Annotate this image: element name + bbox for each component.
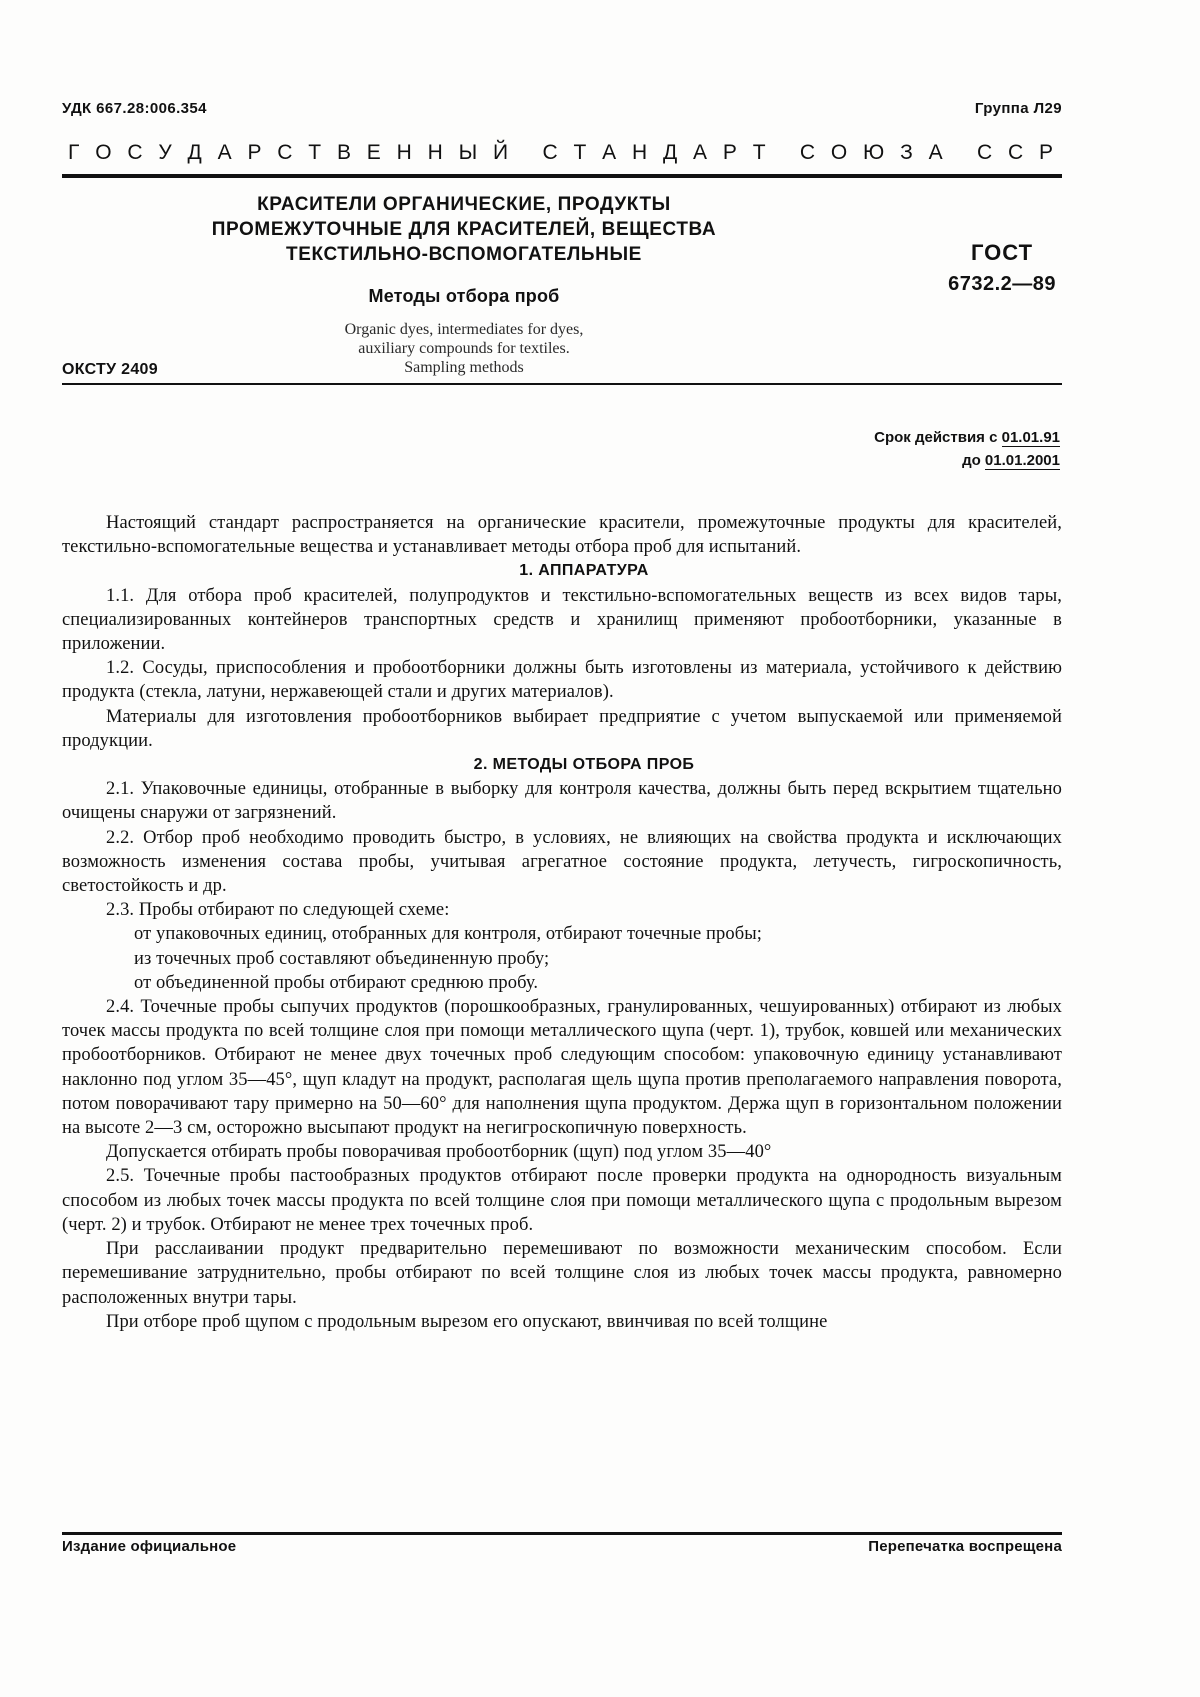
document-subtitle: Методы отбора проб <box>368 286 560 306</box>
validity-to-date: 01.01.2001 <box>984 452 1060 469</box>
document-title-english <box>114 320 814 377</box>
state-standard-banner <box>62 141 1062 165</box>
validity-from-date: 01.01.91 <box>1001 429 1060 446</box>
footer-reprint-note: Перепечатка воспрещена <box>868 1538 1062 1555</box>
english-title-line-2: auxiliary compounds for textiles. <box>358 340 570 357</box>
paragraph-2-1: 2.1. Упаковочные единицы, отобранные в выборку для контроля качества, должны быть перед вскрытием тщательно очищены снаружи от загрязнений. <box>62 779 1062 824</box>
document-body <box>62 511 1062 1334</box>
paragraph-1-2b: Материалы для изготовления пробоотборников выбирает предприятие с учетом выпускаемой или применяемой продукции. <box>62 706 1062 751</box>
document-title-line-3: ТЕКСТИЛЬНО-ВСПОМОГАТЕЛЬНЫЕ <box>286 244 642 265</box>
group-code: Группа Л29 <box>974 100 1062 117</box>
validity-block <box>62 427 1062 471</box>
header-meta-row <box>62 100 1062 117</box>
paragraph-2-3-item-c: от объединенной пробы отбирают среднюю пробу. <box>134 972 539 993</box>
banner-word-ssr: С С Р <box>976 141 1058 164</box>
gost-label: ГОСТ <box>971 240 1034 265</box>
document-title <box>114 192 814 267</box>
section-heading-2: 2. МЕТОДЫ ОТБОРА ПРОБ <box>473 756 695 774</box>
paragraph-2-4b: Допускается отбирать пробы поворачивая пробоотборник (щуп) под углом 35—40° <box>106 1142 772 1163</box>
document-sheet <box>62 100 1062 1334</box>
udk-code: УДК 667.28:006.354 <box>62 100 207 117</box>
okstu-code: ОКСТУ 2409 <box>62 361 158 378</box>
footer-rule <box>62 1532 1062 1535</box>
validity-from-label: Срок действия с <box>874 429 998 446</box>
banner-word-standart: С Т А Н Д А Р Т <box>542 141 771 164</box>
paragraph-2-3: 2.3. Пробы отбирают по следующей схеме: <box>106 900 450 921</box>
paragraph-2-5c: При отборе проб щупом с продольным вырезом его опускают, ввинчивая по всей толщине <box>106 1311 828 1332</box>
paragraph-2-3-item-b: из точечных проб составляют объединенную пробу; <box>134 948 550 969</box>
paragraph-2-3-item-a: от упаковочных единиц, отобранных для контроля, отбирают точечные пробы; <box>134 924 762 945</box>
page-footer <box>62 1538 1062 1555</box>
banner-word-soyuza: С О Ю З А <box>799 141 948 164</box>
paragraph-1-2: 1.2. Сосуды, приспособления и пробоотборники должны быть изготовлены из материала, устойчивого к действию продукта (стекла, латуни, нержавеющей стали и других материалов). <box>62 658 1062 703</box>
title-bottom-rule <box>62 383 1062 385</box>
section-heading-1: 1. АППАРАТУРА <box>519 562 649 580</box>
paragraph-intro: Настоящий стандарт распространяется на органические красители, промежуточные продукты для красителей, текстильно-вспомогательные вещества и устанавливает методы отбора проб для испытаний. <box>62 513 1062 558</box>
standard-designation <box>948 240 1056 296</box>
title-center-column <box>114 192 814 377</box>
english-title-line-3: Sampling methods <box>404 359 524 376</box>
document-title-line-2: ПРОМЕЖУТОЧНЫЕ ДЛЯ КРАСИТЕЛЕЙ, ВЕЩЕСТВА <box>211 219 717 240</box>
validity-to-row <box>62 450 1060 471</box>
validity-to-label: до <box>962 452 981 469</box>
paragraph-2-4: 2.4. Точечные пробы сыпучих продуктов (порошкообразных, гранулированных, чешуированных) отбирают из любых точек массы продукта по всей толщине слоя при помощи металлического щупа (черт. 1), трубок, ковшей или механических пробоотборников. Отбирают не менее двух точечных проб следующим способом: упаковочную единицу устанавливают наклонно под углом 35—45°, щуп кладут на продукт, располагая щель щупа против преполагаемого направления поворота, потом поворачивают тару примерно на 50—60° для наполнения щупа продуктом. Держа щуп в горизонтальном положении на высоте 2—3 см, осторожно высыпают продукт на негигроскопичную поверхность. <box>62 997 1062 1139</box>
paragraph-2-5b: При расслаивании продукт предварительно перемешивают по возможности механическим способом. Если перемешивание затруднительно, пробы отбирают по всей толщине слоя из любых точек массы продукта, равномерно расположенных внутри тары. <box>62 1239 1062 1308</box>
english-title-line-1: Organic dyes, intermediates for dyes, <box>344 321 584 338</box>
paragraph-1-1: 1.1. Для отбора проб красителей, полупродуктов и текстильно-вспомогательных вещеcтв из всех видов тары, специализированных контейнеров транспортных средств и хранилищ применяют пробоотборники, указанные в приложении. <box>62 585 1062 655</box>
banner-word-gosudarstvennyy: Г О С У Д А Р С Т В Е Н Н Ы Й <box>68 141 514 164</box>
footer-edition-note: Издание официальное <box>62 1538 237 1555</box>
paragraph-2-2: 2.2. Отбор проб необходимо проводить быстро, в условиях, не влияющих на свойства продукта и исключающих возможность изменения состава пробы, учитывая агрегатное состояние продукта, летучесть, гигроскопичность, светостойкость и др. <box>62 827 1062 897</box>
paragraph-2-5: 2.5. Точечные пробы пастообразных продуктов отбирают после проверки продукта на однородность визуальным способом из любых точек массы продукта по всей толщине слоя при помощи металлического щупа с продольным вырезом (черт. 2) и трубок. Отбирают не менее трех точечных проб. <box>62 1166 1062 1235</box>
gost-number: 6732.2—89 <box>948 273 1056 295</box>
validity-from-row <box>62 427 1060 448</box>
document-title-line-1: КРАСИТЕЛИ ОРГАНИЧЕСКИЕ, ПРОДУКТЫ <box>257 194 671 215</box>
title-block <box>62 178 1062 383</box>
